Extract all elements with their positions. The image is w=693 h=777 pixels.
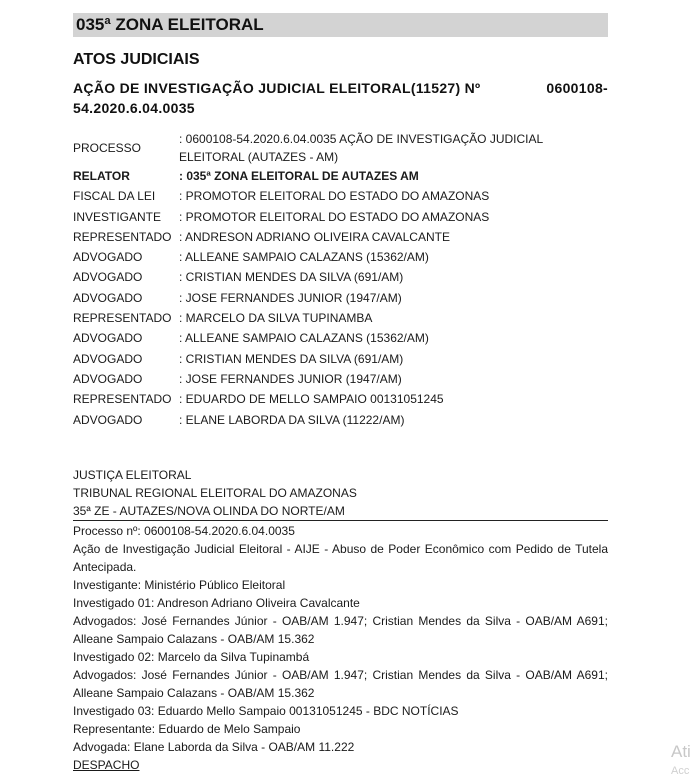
party-row [73, 389, 608, 409]
party-value: : ELANE LABORDA DA SILVA (11222/AM) [179, 412, 405, 427]
section-title: ATOS JUDICIAIS [73, 51, 200, 68]
advogados-02-line1: Advogados: José Fernandes Júnior - OAB/AM 1.947; Cristian Mendes da Silva - OAB/AM A691; [73, 668, 608, 682]
party-row [73, 369, 608, 389]
case-title [73, 78, 608, 118]
party-role: ADVOGADO [73, 290, 143, 305]
processo-number: Processo nº: 0600108-54.2020.6.04.0035 [73, 524, 295, 538]
party-value: : ALLEANE SAMPAIO CALAZANS (15362/AM) [179, 331, 429, 346]
advogados-01-line2: Alleane Sampaio Calazans - OAB/AM 15.362 [73, 632, 315, 646]
court-header [73, 466, 608, 521]
investigado-03: Investigado 03: Eduardo Mello Sampaio 00131051245 - BDC NOTÍCIAS [73, 704, 459, 718]
party-row [73, 349, 608, 369]
party-role: REPRESENTADO [73, 392, 172, 407]
party-row [73, 186, 608, 206]
despacho-heading: DESPACHO [73, 758, 140, 772]
investigado-01: Investigado 01: Andreson Adriano Oliveira Cavalcante [73, 596, 360, 610]
representante: Representante: Eduardo de Melo Sampaio [73, 722, 301, 736]
party-role: FISCAL DA LEI [73, 189, 156, 204]
party-role: ADVOGADO [73, 371, 143, 386]
party-value: : 0600108-54.2020.6.04.0035 AÇÃO DE INVESTIGAÇÃO JUDICIAL ELEITORAL (AUTAZES - AM) [179, 132, 543, 164]
court-header-line2: TRIBUNAL REGIONAL ELEITORAL DO AMAZONAS [73, 486, 357, 500]
party-row [73, 288, 608, 308]
party-value: : EDUARDO DE MELLO SAMPAIO 00131051245 [179, 392, 444, 407]
acao-line2: Antecipada. [73, 560, 137, 574]
investigado-02: Investigado 02: Marcelo da Silva Tupinambá [73, 650, 310, 664]
parties-table [73, 130, 608, 430]
party-row [73, 227, 608, 247]
advogados-01-line1: Advogados: José Fernandes Júnior - OAB/AM 1.947; Cristian Mendes da Silva - OAB/AM A691; [73, 614, 608, 628]
court-header-line1: JUSTIÇA ELEITORAL [73, 468, 192, 482]
party-row [73, 166, 608, 186]
document-body [73, 522, 608, 774]
party-role: ADVOGADO [73, 351, 143, 366]
case-number-part2: 54.2020.6.04.0035 [73, 100, 195, 116]
court-header-line3: 35ª ZE - AUTAZES/NOVA OLINDA DO NORTE/AM [73, 502, 608, 521]
party-row [73, 207, 608, 227]
investigante: Investigante: Ministério Público Eleitoral [73, 578, 286, 592]
party-row [73, 328, 608, 348]
party-role: ADVOGADO [73, 250, 143, 265]
party-value: : JOSE FERNANDES JUNIOR (1947/AM) [179, 290, 402, 305]
party-row [73, 247, 608, 267]
acao-line1: Ação de Investigação Judicial Eleitoral - AIJE - Abuso de Poder Econômico com Pedido de Tutela [73, 542, 608, 556]
party-value: : CRISTIAN MENDES DA SILVA (691/AM) [179, 351, 404, 366]
activation-watermark: Ati [671, 742, 691, 761]
case-title-line1: AÇÃO DE INVESTIGAÇÃO JUDICIAL ELEITORAL(11527) Nº [73, 80, 481, 96]
document-page [73, 13, 608, 430]
party-role: REPRESENTADO [73, 229, 172, 244]
party-value: : PROMOTOR ELEITORAL DO ESTADO DO AMAZONAS [179, 209, 490, 224]
party-value: : ANDRESON ADRIANO OLIVEIRA CAVALCANTE [179, 229, 450, 244]
party-value: : PROMOTOR ELEITORAL DO ESTADO DO AMAZONAS [179, 189, 490, 204]
party-value: : MARCELO DA SILVA TUPINAMBA [179, 311, 373, 326]
zone-header: 035ª ZONA ELEITORAL [73, 13, 608, 37]
party-value: : ALLEANE SAMPAIO CALAZANS (15362/AM) [179, 250, 429, 265]
party-row [73, 267, 608, 287]
party-value: : 035ª ZONA ELEITORAL DE AUTAZES AM [179, 169, 419, 183]
party-role: REPRESENTADO [73, 311, 172, 326]
advogada: Advogada: Elane Laborda da Silva - OAB/AM 11.222 [73, 740, 355, 754]
advogados-02-line2: Alleane Sampaio Calazans - OAB/AM 15.362 [73, 686, 315, 700]
party-role: ADVOGADO [73, 331, 143, 346]
party-row [73, 308, 608, 328]
party-row [73, 410, 608, 430]
party-role: PROCESSO [73, 141, 142, 155]
case-number-part1: 0600108- [546, 80, 608, 96]
activation-watermark-sub: Acc [671, 765, 690, 777]
party-role: INVESTIGANTE [73, 209, 162, 224]
party-row [73, 130, 608, 166]
party-role: ADVOGADO [73, 412, 143, 427]
party-role: RELATOR [73, 169, 130, 183]
party-role: ADVOGADO [73, 270, 143, 285]
party-value: : JOSE FERNANDES JUNIOR (1947/AM) [179, 371, 402, 386]
party-value: : CRISTIAN MENDES DA SILVA (691/AM) [179, 270, 404, 285]
